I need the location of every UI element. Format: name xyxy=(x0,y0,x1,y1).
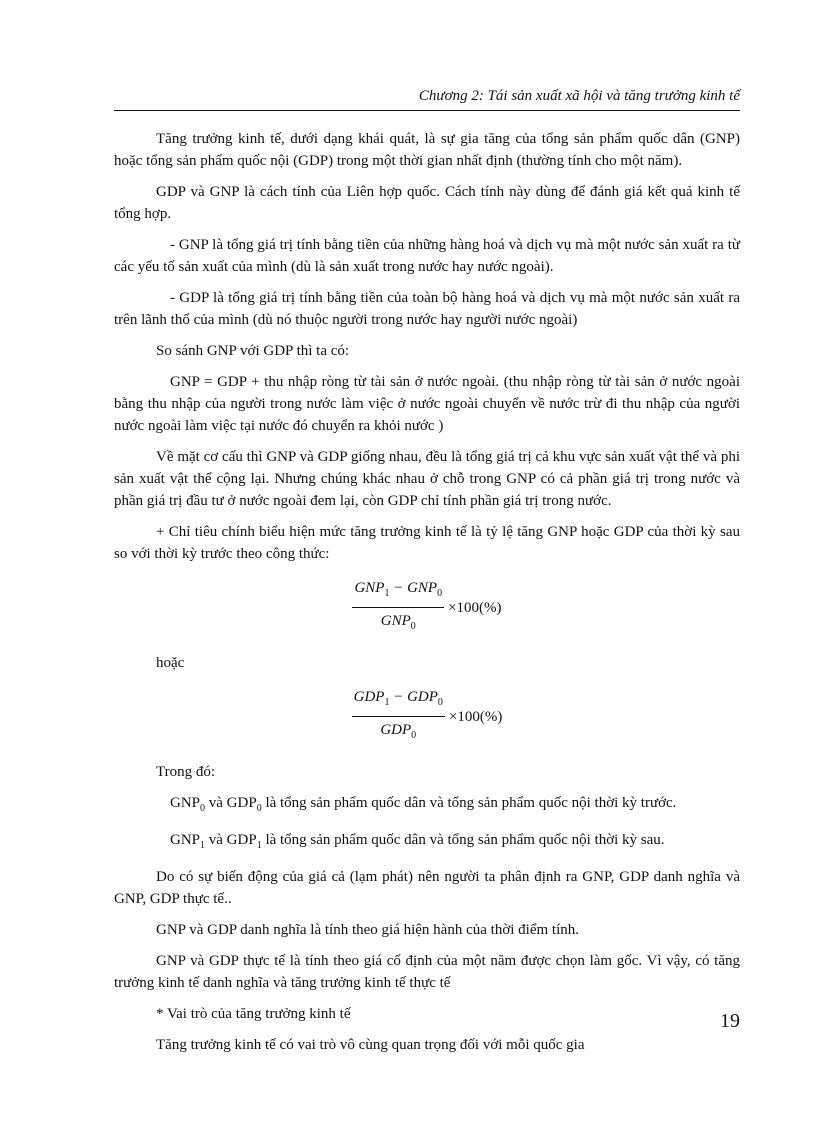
gdp-growth-formula xyxy=(114,686,740,747)
paragraph: Tăng trưởng kinh tế, dưới dạng khái quát, là sự gia tăng của tổng sản phẩm quốc dân (GNP) hoặc tổng sản phẩm quốc nội (GDP) trong một thời gian nhất định (thường tính cho một năm). xyxy=(114,131,740,169)
paragraph: * Vai trò của tăng trưởng kinh tế xyxy=(156,1006,351,1022)
formula-denominator: $GDP_0$ xyxy=(380,722,417,741)
paragraph: GNP = GDP + thu nhập ròng từ tài sản ở nước ngoài. (thu nhập ròng từ tài sản ở nước ngoài bằng thu nhập của người trong nước làm việc ở nước ngoài chuyển về nước trừ đi thu nhập của người nước ngoài làm việc tại nước đó chuyển ra khỏi nước ) xyxy=(114,374,740,434)
definition-previous-period: $GNP_0$ và $GDP_0$ là tổng sản phẩm quốc dân và tổng sản phẩm quốc nội thời kỳ trước. xyxy=(170,795,677,814)
formula-fraction xyxy=(352,686,445,747)
paragraph: - GDP là tổng giá trị tính bằng tiền của toàn bộ hàng hoá và dịch vụ mà một nước sản xuất ra trên lãnh thổ của mình (dù nó thuộc người trong nước hay người nước ngoài) xyxy=(114,290,740,328)
page-body xyxy=(114,128,740,1065)
formula-fraction xyxy=(352,577,444,638)
header-rule xyxy=(114,110,740,111)
formula-denominator: $GNP_0$ xyxy=(380,613,416,632)
paragraph: + Chỉ tiêu chính biểu hiện mức tăng trưởng kinh tế là tỷ lệ tăng GNP hoặc GDP của thời kỳ sau so với thời kỳ trước theo công thức: xyxy=(114,524,740,562)
paragraph: Tăng trưởng kinh tế có vai trò vô cùng quan trọng đối với mỗi quốc gia xyxy=(156,1037,585,1053)
formula-multiplier: ×100(%) xyxy=(448,708,503,725)
paragraph: Trong đó: xyxy=(156,764,216,780)
running-header: Chương 2: Tái sản xuất xã hội và tăng trưởng kinh tế xyxy=(418,88,740,104)
formula-numerator: $GNP_1 - GNP_0$ xyxy=(352,577,444,608)
paragraph: So sánh GNP với GDP thì ta có: xyxy=(156,343,350,359)
paragraph: - GNP là tổng giá trị tính bằng tiền của những hàng hoá và dịch vụ mà một nước sản xuất ra từ các yếu tố sản xuất của mình (dù là sản xuất trong nước hay nước ngoài). xyxy=(114,237,740,275)
definition-next-period: $GNP_1$ và $GDP_1$ là tổng sản phẩm quốc dân và tổng sản phẩm quốc nội thời kỳ sau. xyxy=(170,832,665,851)
paragraph: hoặc xyxy=(156,655,185,671)
formula-multiplier: ×100(%) xyxy=(448,599,502,616)
paragraph: Về mặt cơ cấu thì GNP và GDP giống nhau, đều là tổng giá trị cả khu vực sản xuất vật thể và phi sản xuất vật thể cộng lại. Nhưng chúng khác nhau ở chỗ trong GNP có cả phần giá trị trong nước và phần giá trị đầu tư ở nước ngoài đem lại, còn GDP chỉ tính phần giá trị trong nước. xyxy=(114,449,740,509)
paragraph: GNP và GDP danh nghĩa là tính theo giá hiện hành của thời điểm tính. xyxy=(156,922,579,938)
formula-numerator: $GDP_1 - GDP_0$ xyxy=(352,686,445,717)
page-number: 19 xyxy=(720,1010,740,1032)
paragraph: GDP và GNP là cách tính của Liên hợp quốc. Cách tính này dùng để đánh giá kết quả kinh tế tổng hợp. xyxy=(114,184,740,222)
gnp-growth-formula xyxy=(114,577,740,638)
paragraph: GNP và GDP thực tế là tính theo giá cố định của một năm được chọn làm gốc. Vì vậy, có tăng trưởng kinh tế danh nghĩa và tăng trưởng kinh tế thực tế xyxy=(114,953,740,991)
paragraph: Do có sự biến động của giá cả (lạm phát) nên người ta phân định ra GNP, GDP danh nghĩa và GNP, GDP thực tế.. xyxy=(114,869,740,907)
